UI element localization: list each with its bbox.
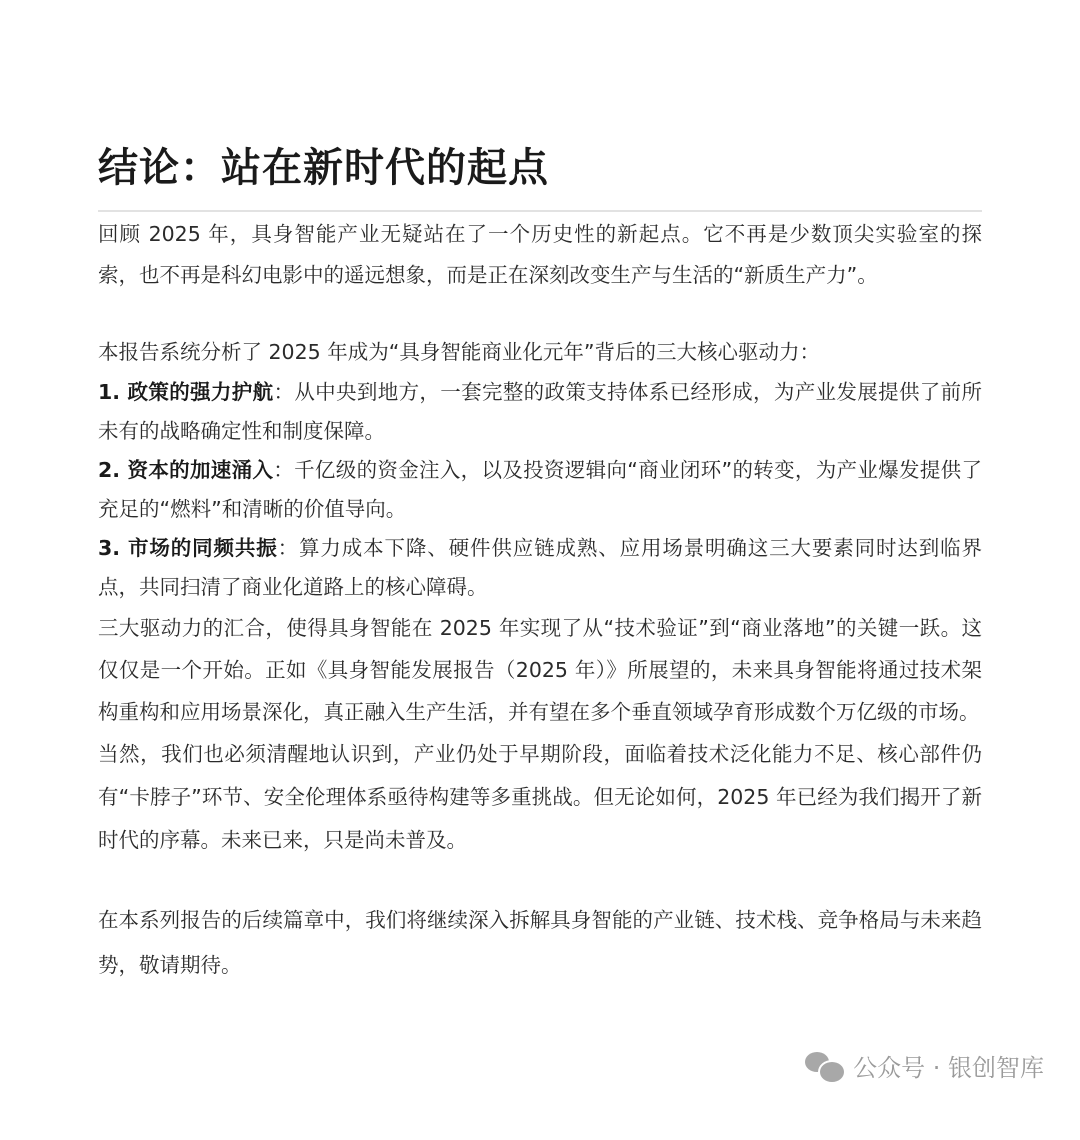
drivers-intro: 本报告系统分析了 2025 年成为“具身智能商业化元年”背后的三大核心驱动力：: [98, 340, 820, 364]
driver-text: ：千亿级的资金注入，以及投资逻辑向“商业闭环”的转变，为产业爆发提供了充足的“燃料”和清晰的价值导向。: [98, 458, 982, 521]
divider: [98, 210, 982, 212]
driver-item-3: [98, 529, 982, 607]
driver-label: 2. 资本的加速涌入: [98, 458, 274, 482]
intro-paragraph: 回顾 2025 年，具身智能产业无疑站在了一个历史性的新起点。它不再是少数顶尖实验室的探索，也不再是科幻电影中的遥远想象，而是正在深刻改变生产与生活的“新质生产力”。: [98, 222, 982, 287]
driver-label: 1. 政策的强力护航: [98, 380, 274, 404]
driver-text: ：算力成本下降、硬件供应链成熟、应用场景明确这三大要素同时达到临界点，共同扫清了商业化道路上的核心障碍。: [98, 536, 982, 599]
driver-item-1: [98, 373, 982, 451]
challenges-paragraph: 当然，我们也必须清醒地认识到，产业仍处于早期阶段，面临着技术泛化能力不足、核心部件仍有“卡脖子”环节、安全伦理体系亟待构建等多重挑战。但无论如何，2025 年已经为我们揭开了新时代的序幕。未来已来，只是尚未普及。: [98, 742, 982, 852]
footer-text: 公众号 · 银创智库: [853, 1054, 1044, 1082]
convergence-paragraph: 三大驱动力的汇合，使得具身智能在 2025 年实现了从“技术验证”到“商业落地”的关键一跃。这仅仅是一个开始。正如《具身智能发展报告（2025 年）》所展望的，未来具身智能将通过技术架构重构和应用场景深化，真正融入生产生活，并有望在多个垂直领域孕育形成数个万亿级的市场。: [98, 616, 982, 724]
closing-paragraph: 在本系列报告的后续篇章中，我们将继续深入拆解具身智能的产业链、技术栈、竞争格局与未来趋势，敬请期待。: [98, 908, 982, 977]
driver-item-2: [98, 451, 982, 529]
footer-watermark: [0, 1048, 1044, 1083]
driver-label: 3. 市场的同频共振: [98, 536, 278, 560]
wechat-icon: [805, 1050, 845, 1082]
driver-text: ：从中央到地方，一套完整的政策支持体系已经形成，为产业发展提供了前所未有的战略确定性和制度保障。: [98, 380, 982, 443]
page-title: 结论：站在新时代的起点: [98, 145, 549, 191]
